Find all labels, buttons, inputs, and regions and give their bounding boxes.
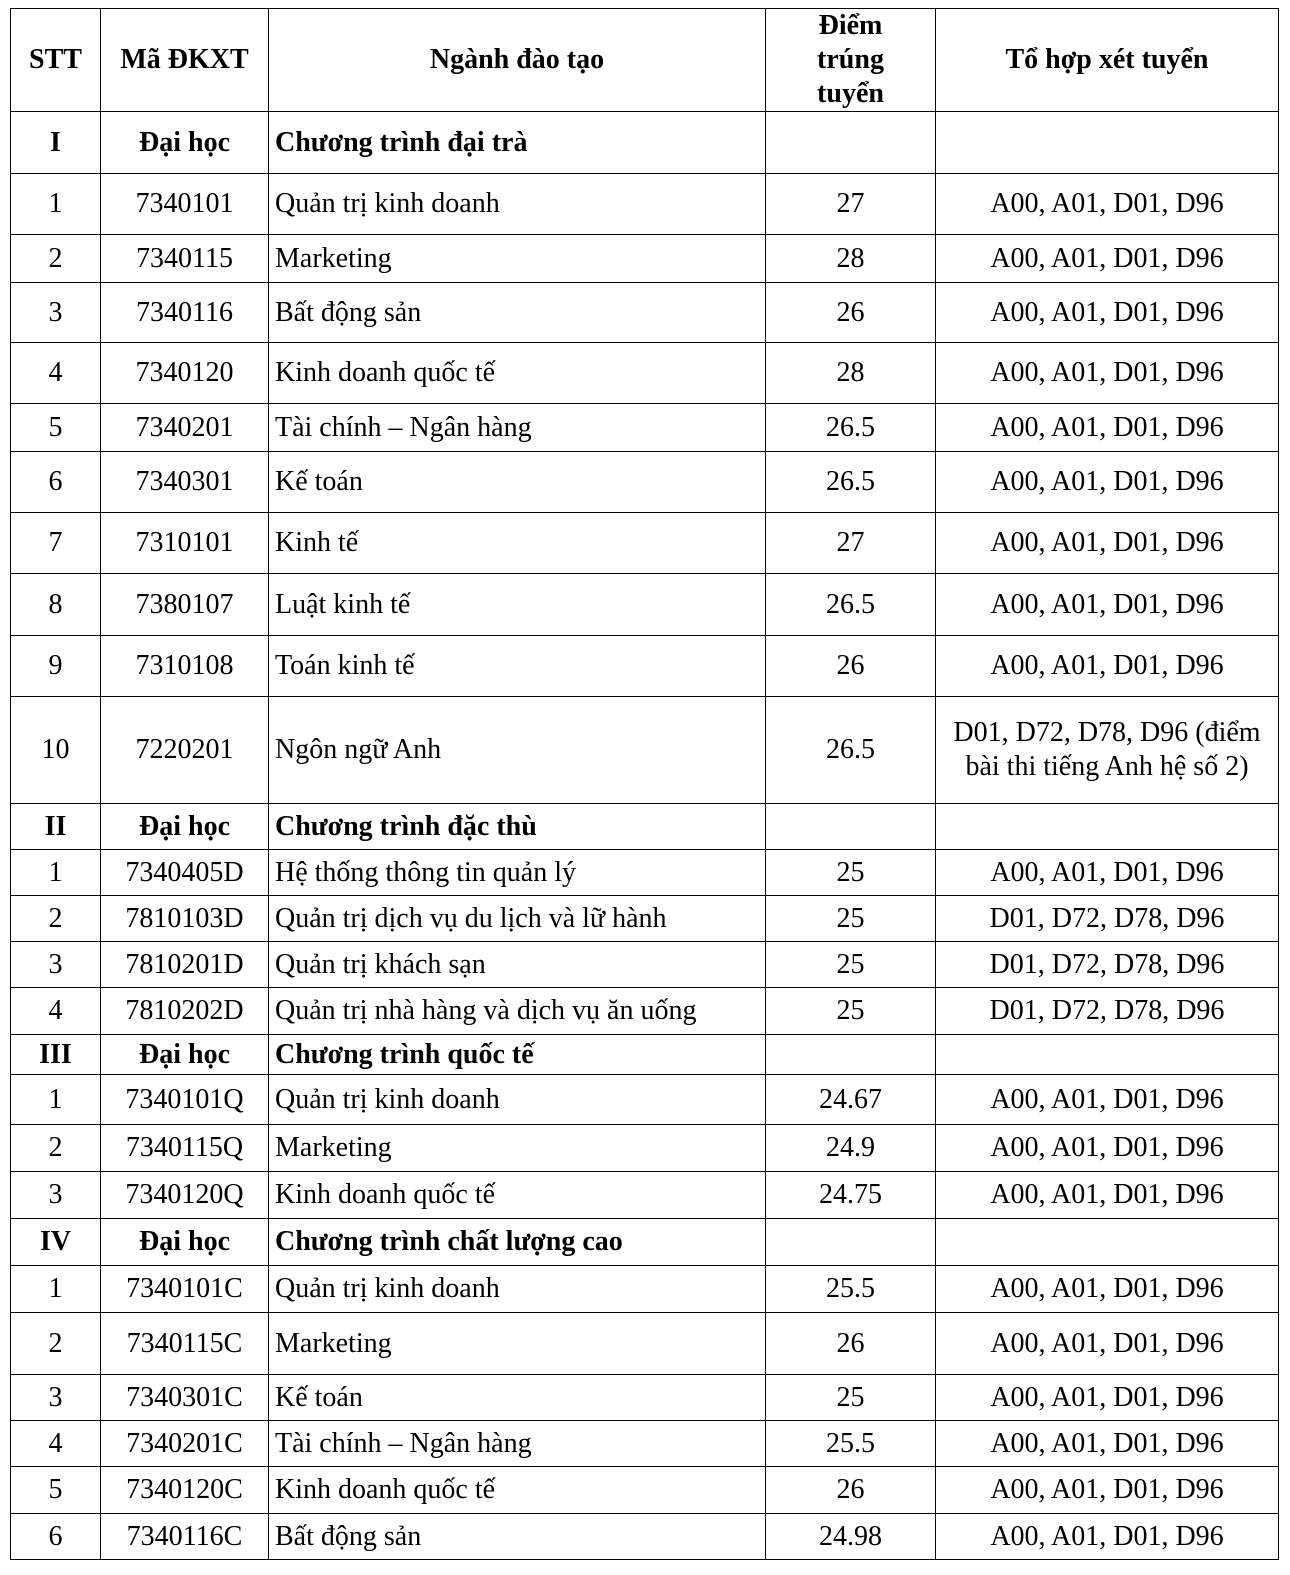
cell-stt: 4 [11, 988, 101, 1035]
header-row [11, 9, 1279, 112]
cell-code: 7340116 [101, 283, 269, 343]
cell-combo: A00, A01, D01, D96 [936, 1375, 1279, 1421]
table-row [11, 1375, 1279, 1421]
cell-code: 7310108 [101, 636, 269, 697]
header-stt: STT [11, 9, 101, 112]
section-row [11, 112, 1279, 174]
cell-code: 7340101C [101, 1266, 269, 1313]
cell-code: 7380107 [101, 574, 269, 636]
cell-score: 26 [766, 636, 936, 697]
cell-code: 7220201 [101, 697, 269, 804]
cell-combo: A00, A01, D01, D96 [936, 1467, 1279, 1514]
section-row [11, 1219, 1279, 1266]
cell-score: 25 [766, 896, 936, 942]
cell-stt: 9 [11, 636, 101, 697]
cell-code: 7340115 [101, 235, 269, 283]
section-program: Chương trình đặc thù [269, 804, 766, 850]
cell-stt: 5 [11, 1467, 101, 1514]
header-score: Điểm trúng tuyển [766, 9, 936, 112]
cell-major: Tài chính – Ngân hàng [269, 1421, 766, 1467]
table-row [11, 1421, 1279, 1467]
cell-stt: 7 [11, 513, 101, 574]
cell-score: 26 [766, 283, 936, 343]
cell-score: 25 [766, 850, 936, 896]
cell-stt: 5 [11, 404, 101, 452]
table-row [11, 942, 1279, 988]
table-row [11, 636, 1279, 697]
header-code: Mã ĐKXT [101, 9, 269, 112]
cell-major: Quản trị nhà hàng và dịch vụ ăn uống [269, 988, 766, 1035]
table-row [11, 1172, 1279, 1219]
cell-stt: 8 [11, 574, 101, 636]
section-program: Chương trình đại trà [269, 112, 766, 174]
table-row [11, 1514, 1279, 1560]
cell-code: 7340116C [101, 1514, 269, 1560]
cell-code: 7810103D [101, 896, 269, 942]
section-roman: IV [11, 1219, 101, 1266]
cell-major: Tài chính – Ngân hàng [269, 404, 766, 452]
cell-stt: 1 [11, 174, 101, 235]
cell-combo: A00, A01, D01, D96 [936, 1266, 1279, 1313]
cell-code: 7340405D [101, 850, 269, 896]
cell-stt: 3 [11, 283, 101, 343]
cell-major: Ngôn ngữ Anh [269, 697, 766, 804]
cell-score: 24.75 [766, 1172, 936, 1219]
cell-combo: A00, A01, D01, D96 [936, 1125, 1279, 1172]
cell-stt: 4 [11, 343, 101, 404]
cell-stt: 2 [11, 1313, 101, 1375]
cell-major: Bất động sản [269, 1514, 766, 1560]
admission-score-table [10, 8, 1279, 1560]
cell-score: 25 [766, 1375, 936, 1421]
table-row [11, 1125, 1279, 1172]
section-level: Đại học [101, 1035, 269, 1075]
cell-code: 7340120 [101, 343, 269, 404]
section-program: Chương trình chất lượng cao [269, 1219, 766, 1266]
table-row [11, 513, 1279, 574]
cell-major: Kinh tế [269, 513, 766, 574]
cell-score: 27 [766, 174, 936, 235]
cell-combo: A00, A01, D01, D96 [936, 452, 1279, 513]
cell-combo: A00, A01, D01, D96 [936, 1172, 1279, 1219]
cell-score: 25 [766, 988, 936, 1035]
cell-combo: A00, A01, D01, D96 [936, 1313, 1279, 1375]
cell-stt: 2 [11, 235, 101, 283]
cell-combo: D01, D72, D78, D96 (điểm bài thi tiếng Anh hệ số 2) [936, 697, 1279, 804]
cell-major: Marketing [269, 1313, 766, 1375]
cell-major: Marketing [269, 1125, 766, 1172]
table-row [11, 174, 1279, 235]
cell-major: Kế toán [269, 1375, 766, 1421]
section-program: Chương trình quốc tế [269, 1035, 766, 1075]
cell-code: 7340120Q [101, 1172, 269, 1219]
section-level: Đại học [101, 112, 269, 174]
cell-code: 7340301 [101, 452, 269, 513]
cell-combo: A00, A01, D01, D96 [936, 850, 1279, 896]
table-row [11, 283, 1279, 343]
cell-combo: A00, A01, D01, D96 [936, 404, 1279, 452]
cell-stt: 6 [11, 1514, 101, 1560]
cell-combo: A00, A01, D01, D96 [936, 283, 1279, 343]
cell-score: 25 [766, 942, 936, 988]
cell-combo: A00, A01, D01, D96 [936, 636, 1279, 697]
cell-stt: 1 [11, 1075, 101, 1125]
cell-major: Marketing [269, 235, 766, 283]
cell-major: Quản trị kinh doanh [269, 1075, 766, 1125]
cell-code: 7810202D [101, 988, 269, 1035]
table-row [11, 235, 1279, 283]
cell-score: 25.5 [766, 1266, 936, 1313]
cell-major: Kế toán [269, 452, 766, 513]
cell-stt: 6 [11, 452, 101, 513]
cell-major: Quản trị khách sạn [269, 942, 766, 988]
table-row [11, 452, 1279, 513]
cell-score: 26.5 [766, 697, 936, 804]
cell-stt: 3 [11, 942, 101, 988]
section-row [11, 804, 1279, 850]
cell-score: 25.5 [766, 1421, 936, 1467]
cell-major: Toán kinh tế [269, 636, 766, 697]
cell-stt: 1 [11, 1266, 101, 1313]
cell-score: 24.67 [766, 1075, 936, 1125]
cell-major: Quản trị kinh doanh [269, 1266, 766, 1313]
cell-code: 7310101 [101, 513, 269, 574]
table-row [11, 697, 1279, 804]
cell-major: Hệ thống thông tin quản lý [269, 850, 766, 896]
cell-code: 7340201C [101, 1421, 269, 1467]
cell-score: 27 [766, 513, 936, 574]
table-row [11, 896, 1279, 942]
section-roman: III [11, 1035, 101, 1075]
table-row [11, 574, 1279, 636]
cell-major: Quản trị dịch vụ du lịch và lữ hành [269, 896, 766, 942]
cell-combo: A00, A01, D01, D96 [936, 235, 1279, 283]
cell-code: 7340201 [101, 404, 269, 452]
cell-score: 26.5 [766, 574, 936, 636]
cell-score: 28 [766, 343, 936, 404]
cell-major: Kinh doanh quốc tế [269, 1467, 766, 1514]
cell-stt: 10 [11, 697, 101, 804]
cell-combo: D01, D72, D78, D96 [936, 942, 1279, 988]
cell-score: 26 [766, 1313, 936, 1375]
cell-major: Quản trị kinh doanh [269, 174, 766, 235]
cell-stt: 3 [11, 1375, 101, 1421]
section-level: Đại học [101, 804, 269, 850]
header-combo: Tổ hợp xét tuyển [936, 9, 1279, 112]
cell-code: 7340101 [101, 174, 269, 235]
cell-score: 26.5 [766, 452, 936, 513]
section-row [11, 1035, 1279, 1075]
header-major: Ngành đào tạo [269, 9, 766, 112]
cell-combo: D01, D72, D78, D96 [936, 896, 1279, 942]
cell-code: 7340115Q [101, 1125, 269, 1172]
cell-code: 7340101Q [101, 1075, 269, 1125]
cell-combo: D01, D72, D78, D96 [936, 988, 1279, 1035]
section-level: Đại học [101, 1219, 269, 1266]
cell-major: Luật kinh tế [269, 574, 766, 636]
cell-stt: 2 [11, 896, 101, 942]
cell-combo: A00, A01, D01, D96 [936, 513, 1279, 574]
table-row [11, 1313, 1279, 1375]
cell-code: 7810201D [101, 942, 269, 988]
cell-combo: A00, A01, D01, D96 [936, 1421, 1279, 1467]
cell-code: 7340120C [101, 1467, 269, 1514]
cell-combo: A00, A01, D01, D96 [936, 343, 1279, 404]
cell-code: 7340115C [101, 1313, 269, 1375]
table-row [11, 343, 1279, 404]
cell-score: 26.5 [766, 404, 936, 452]
cell-combo: A00, A01, D01, D96 [936, 174, 1279, 235]
cell-score: 26 [766, 1467, 936, 1514]
cell-code: 7340301C [101, 1375, 269, 1421]
cell-score: 24.98 [766, 1514, 936, 1560]
section-roman: II [11, 804, 101, 850]
cell-score: 28 [766, 235, 936, 283]
table-row [11, 1075, 1279, 1125]
section-roman: I [11, 112, 101, 174]
table-row [11, 1467, 1279, 1514]
cell-major: Bất động sản [269, 283, 766, 343]
cell-major: Kinh doanh quốc tế [269, 343, 766, 404]
cell-score: 24.9 [766, 1125, 936, 1172]
cell-combo: A00, A01, D01, D96 [936, 1075, 1279, 1125]
cell-stt: 4 [11, 1421, 101, 1467]
cell-stt: 3 [11, 1172, 101, 1219]
cell-stt: 1 [11, 850, 101, 896]
cell-major: Kinh doanh quốc tế [269, 1172, 766, 1219]
table-row [11, 850, 1279, 896]
cell-combo: A00, A01, D01, D96 [936, 574, 1279, 636]
cell-combo: A00, A01, D01, D96 [936, 1514, 1279, 1560]
table-row [11, 404, 1279, 452]
table-row [11, 988, 1279, 1035]
table-row [11, 1266, 1279, 1313]
cell-stt: 2 [11, 1125, 101, 1172]
